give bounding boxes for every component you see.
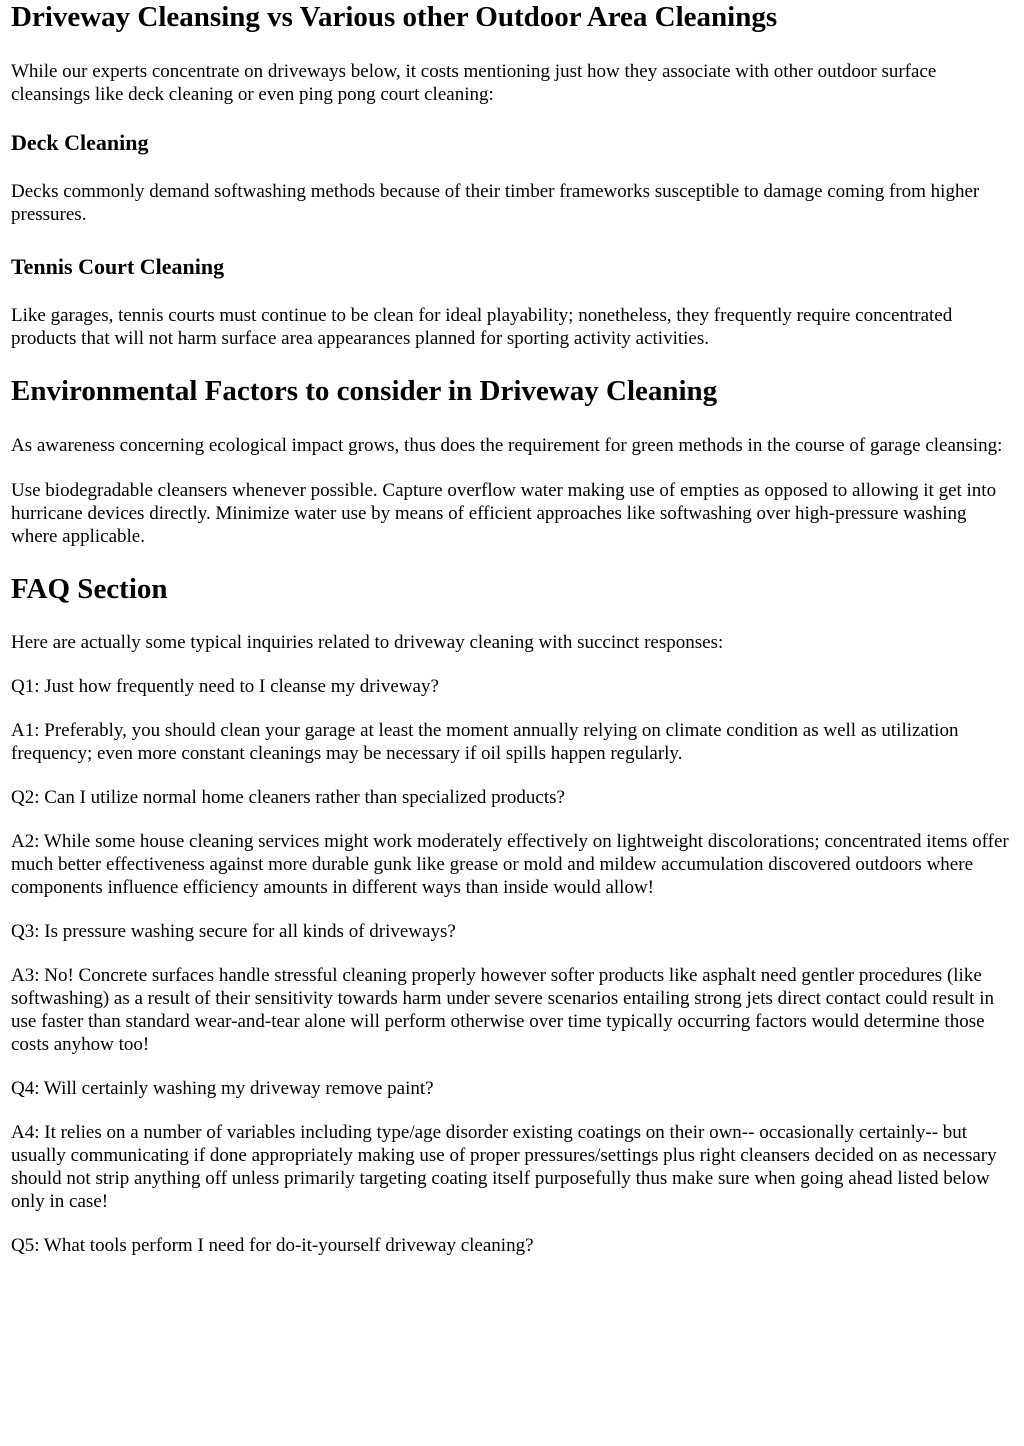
- faq-answer-1: A1: Preferably, you should clean your garage at least the moment annually relying on climate condition as well as utilization frequency; even more constant cleanings may be necessary if oil spills happen regularly.: [11, 720, 959, 764]
- comparison-heading: Driveway Cleansing vs Various other Outdoor Area Cleanings: [11, 1, 778, 33]
- faq-question-3: Q3: Is pressure washing secure for all kinds of driveways?: [11, 921, 456, 942]
- faq-question-4: Q4: Will certainly washing my driveway remove paint?: [11, 1078, 434, 1099]
- tennis-court-cleaning-heading: Tennis Court Cleaning: [11, 254, 225, 279]
- faq-question-5: Q5: What tools perform I need for do-it-yourself driveway cleaning?: [11, 1235, 534, 1256]
- faq-heading: FAQ Section: [11, 573, 168, 605]
- environmental-heading: Environmental Factors to consider in Driveway Cleaning: [11, 375, 718, 407]
- environmental-intro: As awareness concerning ecological impact grows, thus does the requirement for green methods in the course of garage cleansing:: [11, 435, 1003, 456]
- faq-question-1: Q1: Just how frequently need to I cleanse my driveway?: [11, 676, 439, 697]
- tennis-court-cleaning-text: Like garages, tennis courts must continue to be clean for ideal playability; nonetheless, they frequently require concentrated products that will not harm surface area appearances planned for sporting activity activities.: [11, 305, 953, 349]
- faq-answer-4: A4: It relies on a number of variables including type/age disorder existing coatings on their own-- occasionally certainly-- but usually communicating if done appropriately making use of proper pressures/settings plus right cleansers decided on as necessary should not strip anything off unless primarily targeting coating itself purposefully thus make sure when going ahead listed below only in case!: [11, 1122, 997, 1212]
- deck-cleaning-heading: Deck Cleaning: [11, 130, 149, 155]
- faq-intro: Here are actually some typical inquiries related to driveway cleaning with succinct responses:: [11, 632, 724, 653]
- faq-question-2: Q2: Can I utilize normal home cleaners rather than specialized products?: [11, 787, 565, 808]
- faq-answer-3: A3: No! Concrete surfaces handle stressful cleaning properly however softer products like asphalt need gentler procedures (like softwashing) as a result of their sensitivity towards harm under severe scenarios entailing strong jets direct contact could result in use faster than standard wear-and-tear alone will perform otherwise over time typically occurring factors would determine those costs anyhow too!: [11, 965, 994, 1055]
- faq-answer-2: A2: While some house cleaning services might work moderately effectively on lightweight discolorations; concentrated items offer much better effectiveness against more durable gunk like grease or mold and mildew accumulation discovered outdoors where components influence efficiency amounts in different ways than inside would allow!: [11, 831, 1009, 898]
- deck-cleaning-text: Decks commonly demand softwashing methods because of their timber frameworks susceptible to damage coming from higher pressures.: [11, 181, 980, 225]
- environmental-text: Use biodegradable cleansers whenever possible. Capture overflow water making use of empties as opposed to allowing it get into hurricane devices directly. Minimize water use by means of efficient approaches like softwashing over high-pressure washing where applicable.: [11, 480, 997, 547]
- comparison-intro: While our experts concentrate on driveways below, it costs mentioning just how they associate with other outdoor surface cleansings like deck cleaning or even ping pong court cleaning:: [11, 61, 937, 105]
